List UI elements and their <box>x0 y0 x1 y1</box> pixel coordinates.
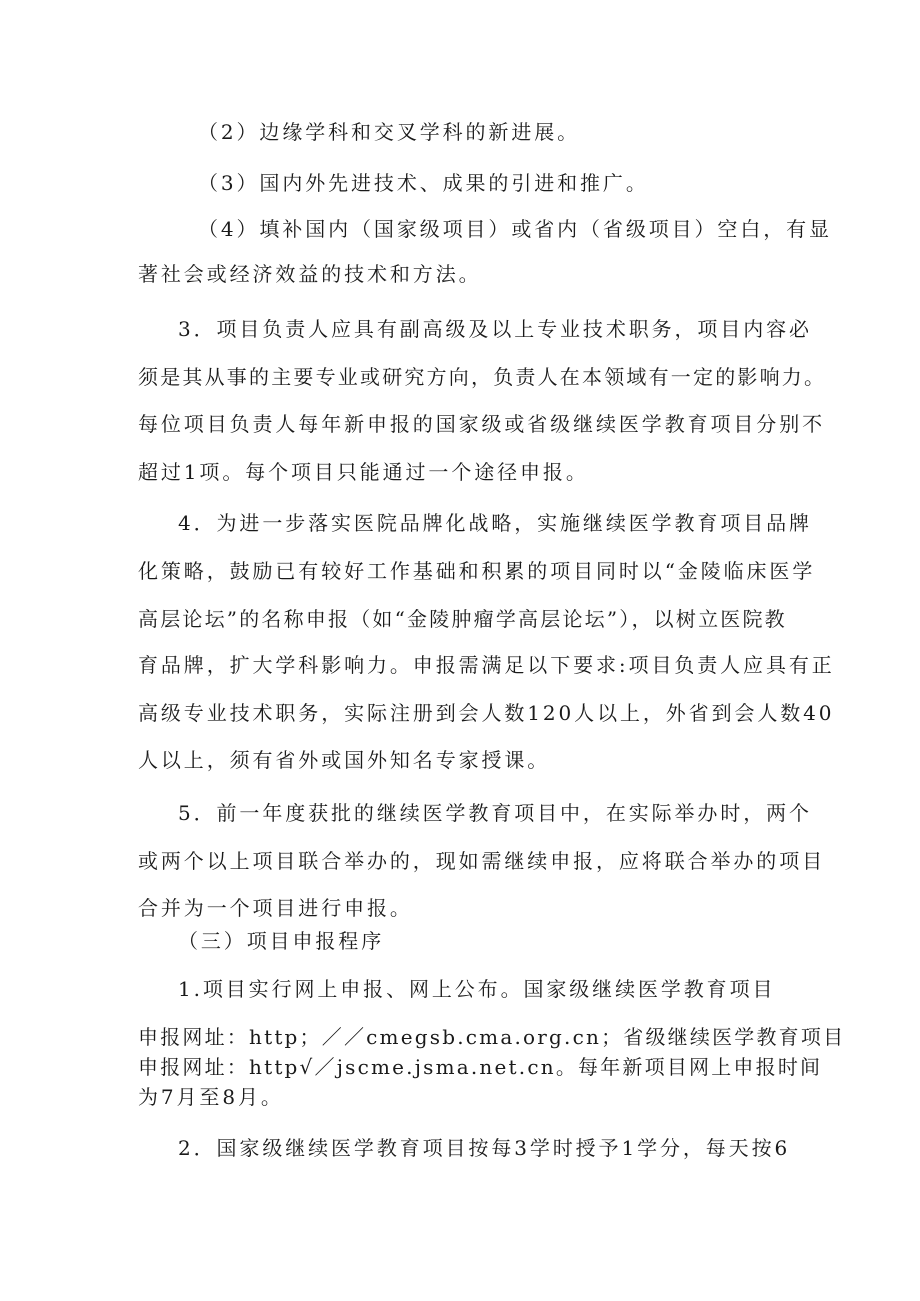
paragraph-5-line-2: 或两个以上项目联合举办的，现如需继续申报，应将联合举办的项目 <box>138 849 825 873</box>
paragraph-3-line-4: 超过1项。每个项目只能通过一个途径申报。 <box>138 460 589 484</box>
paragraph-5-line-1: 5．前一年度获批的继续医学教育项目中，在实际举办时，两个 <box>178 801 812 825</box>
paragraph-4-line-6: 人以上，须有省外或国外知名专家授课。 <box>138 748 551 772</box>
list-item-4-line-1: （4）填补国内（国家级项目）或省内（省级项目）空白，有显 <box>198 217 832 241</box>
paragraph-4-line-1: 4．为进一步落实医院品牌化战略，实施继续医学教育项目品牌 <box>178 511 812 535</box>
paragraph-1-line-4: 为7月至8月。 <box>138 1085 284 1109</box>
list-item-4-line-2: 著社会或经济效益的技术和方法。 <box>138 262 482 286</box>
paragraph-4-line-4: 育品牌，扩大学科影响力。申报需满足以下要求:项目负责人应具有正 <box>138 653 835 677</box>
paragraph-2-line-1: 2．国家级继续医学教育项目按每3学时授予1学分，每天按6 <box>178 1136 791 1160</box>
list-item-2: （2）边缘学科和交叉学科的新进展。 <box>198 120 581 144</box>
paragraph-4-line-2: 化策略，鼓励已有较好工作基础和积累的项目同时以“金陵临床医学 <box>138 559 816 583</box>
paragraph-3-line-1: 3．项目负责人应具有副高级及以上专业技术职务，项目内容必 <box>178 317 812 341</box>
paragraph-1-line-3: 申报网址：http√／jscme.jsma.net.cn。每年新项目网上申报时间 <box>138 1055 823 1079</box>
paragraph-4-line-5: 高级专业技术职务，实际注册到会人数120人以上，外省到会人数40 <box>138 701 835 725</box>
paragraph-5-line-3: 合并为一个项目进行申报。 <box>138 896 413 920</box>
paragraph-4-line-3: 高层论坛”的名称申报（如“金陵肿瘤学高层论坛”），以树立医院教 <box>138 607 787 631</box>
paragraph-1-line-1: 1.项目实行网上申报、网上公布。国家级继续医学教育项目 <box>178 977 776 1001</box>
section-heading: （三）项目申报程序 <box>178 929 385 953</box>
paragraph-3-line-2: 须是其从事的主要专业或研究方向，负责人在本领域有一定的影响力。 <box>138 365 827 389</box>
paragraph-3-line-3: 每位项目负责人每年新申报的国家级或省级继续医学教育项目分别不 <box>138 412 825 436</box>
list-item-3: （3）国内外先进技术、成果的引进和推广。 <box>198 171 649 195</box>
paragraph-1-line-2: 申报网址：http；／／cmegsb.cma.org.cn；省级继续医学教育项目 <box>138 1025 846 1049</box>
